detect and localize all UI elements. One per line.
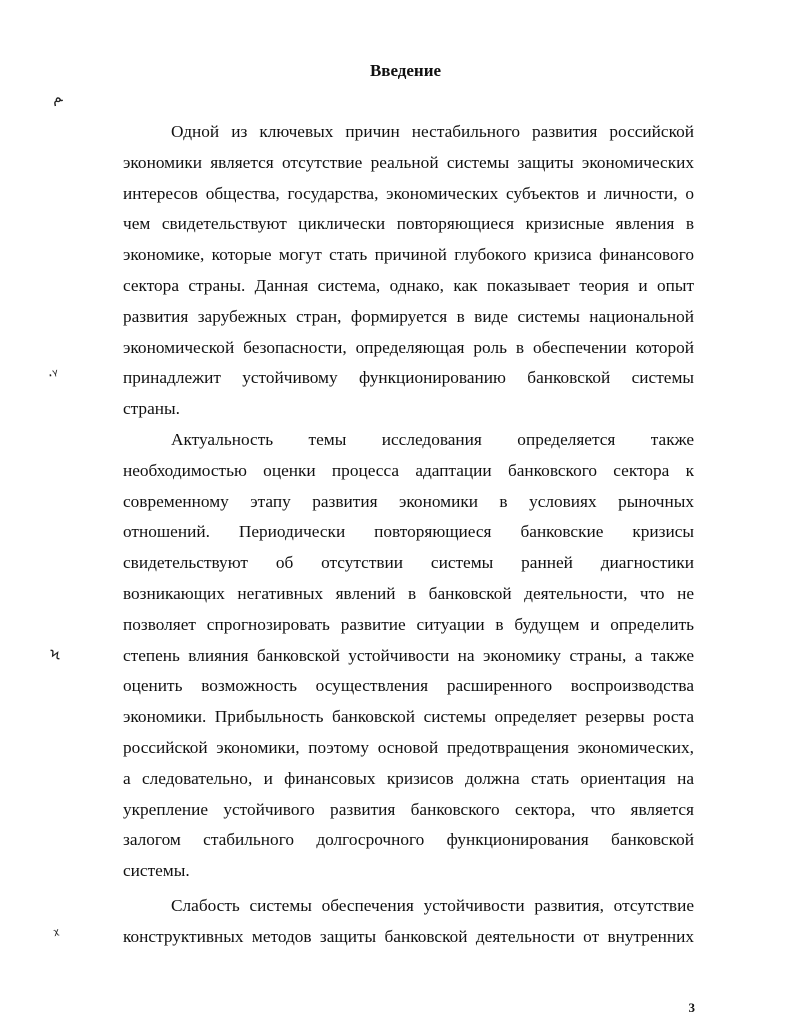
text-line: экономике, которые могут стать причиной глубокого кризиса финансового (123, 245, 694, 265)
paragraph-1 (123, 117, 694, 425)
text-line: возникающих негативных явлений в банковской деятельности, что не (123, 583, 694, 603)
text-line: Слабость системы обеспечения устойчивости развития, отсутствие (171, 895, 694, 915)
text-line: страны. (123, 399, 180, 419)
text-line: современному этапу развития экономики в условиях рыночных (123, 491, 694, 511)
text-line: необходимостью оценки процесса адаптации банковского сектора к (123, 460, 694, 480)
text-line: отношений. Периодически повторяющиеся банковские кризисы (123, 522, 694, 542)
text-line: оценить возможность осуществления расширенного воспроизводства (123, 676, 694, 696)
margin-mark-3: Ϟ (48, 645, 62, 665)
text-line: свидетельствуют об отсутствии системы ранней диагностики (123, 553, 694, 573)
text-line: конструктивных методов защиты банковской деятельности от внутренних (123, 926, 694, 946)
text-line: системы. (123, 861, 190, 881)
text-line: Одной из ключевых причин нестабильного развития российской (171, 122, 694, 141)
margin-mark-1: ﻢ (50, 87, 64, 107)
text-line: российской экономики, поэтому основой предотвращения экономических, (123, 737, 694, 757)
text-line: позволяет спрогнозировать развитие ситуации в будущем и определить (123, 614, 694, 634)
text-line: экономической безопасности, определяющая роль в обеспечении которой (123, 337, 694, 357)
text-line: чем свидетельствуют циклически повторяющиеся кризисные явления в (123, 214, 694, 234)
text-line: а следовательно, и финансовых кризисов должна стать ориентация на (123, 768, 694, 788)
text-line: Актуальность темы исследования определяется также (171, 429, 694, 449)
text-line: залогом стабильного долгосрочного функционирования банковской (123, 830, 694, 850)
text-line: экономики. Прибыльность банковской системы определяет резервы роста (123, 707, 694, 727)
page-number: 3 (688, 1000, 695, 1015)
text-line: укрепление устойчивого развития банковского сектора, что является (123, 799, 694, 819)
text-line: развития зарубежных стран, формируется в виде системы национальной (123, 306, 694, 326)
margin-mark-2: ·ᵞ (46, 365, 60, 385)
text-line: принадлежит устойчивому функционированию банковской системы (123, 368, 694, 388)
paragraph-3 (123, 891, 694, 953)
body-text (123, 117, 694, 953)
margin-mark-4: ᵡ (52, 924, 61, 944)
text-line: интересов общества, государства, экономических субъектов и личности, о (123, 183, 694, 203)
page-title: Введение (369, 61, 442, 80)
paragraph-2 (123, 425, 694, 887)
text-line: степень влияния банковской устойчивости на экономику страны, а также (123, 645, 694, 665)
text-line: сектора страны. Данная система, однако, как показывает теория и опыт (123, 275, 694, 295)
text-line: экономики является отсутствие реальной системы защиты экономических (123, 152, 694, 172)
